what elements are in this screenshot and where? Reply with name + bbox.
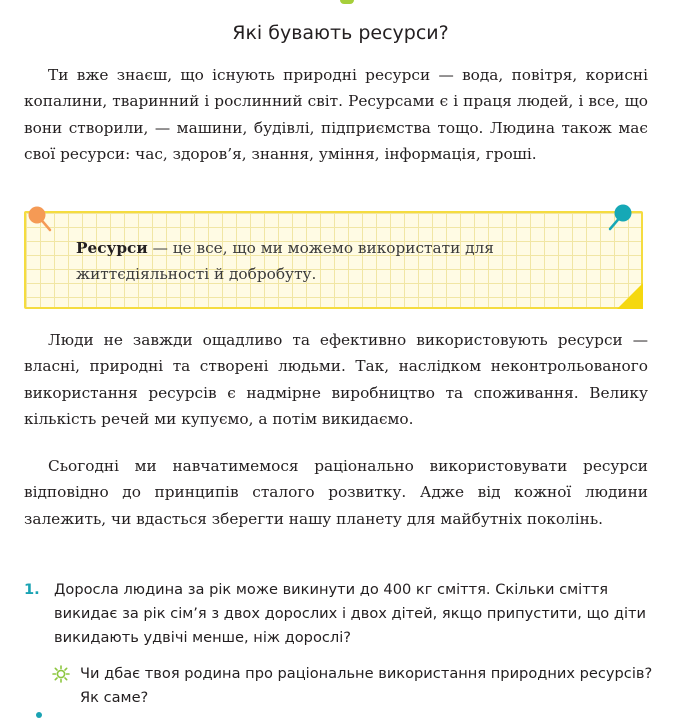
bottom-bullet-marker bbox=[36, 712, 42, 718]
sun-icon bbox=[52, 665, 70, 683]
intro-paragraph: Ти вже знаєш, що існують природні ресурси — вода, повітря, корисні копалини, тваринний і рослинний світ. Ресурсами є і праця людей, і все, що вони створили, — машини, будівлі, підприємства тощо. Людина також має свої ресурси: час, здоров’я, знання, уміння, інформація, гроші. bbox=[24, 66, 648, 163]
definition-body: — це все, що ми можемо використати для життєдіяльності й добробуту. bbox=[76, 239, 494, 283]
task-text: Доросла людина за рік може викинути до 400 кг сміття. Скільки сміття викидає за рік сім’я з двох дорослих і двох дітей, якщо припустити, що діти викидають удвічі менше, ніж дорослі? bbox=[54, 581, 647, 646]
body-paragraph-1: Люди не завжди ощадливо та ефективно використовують ресурси — власні, природні та створені людьми. Так, наслідком неконтрольованого використання ресурсів є надмірне виробництво та споживання. Велику кількість речей ми купуємо, а потім викидаємо. bbox=[24, 331, 648, 428]
section-heading: Які бувають ресурси? bbox=[232, 22, 449, 44]
page-top-marker bbox=[340, 0, 354, 4]
orange-pin-icon bbox=[26, 204, 54, 234]
definition-term: Ресурси bbox=[76, 239, 148, 257]
teal-pin-icon bbox=[606, 203, 636, 233]
definition-box bbox=[24, 211, 643, 309]
definition-text bbox=[76, 235, 616, 287]
folded-corner bbox=[617, 283, 643, 309]
body-paragraph-2: Сьогодні ми навчатимемося раціонально використовувати ресурси відповідно до принципів сталого розвитку. Адже від кожної людини залежить, чи вдасться зберегти нашу планету для майбутніх поколінь. bbox=[24, 457, 648, 528]
task-number: 1. bbox=[24, 581, 40, 598]
discussion-question-text: Чи дбає твоя родина про раціональне використання природних ресурсів? Як саме? bbox=[80, 665, 653, 706]
